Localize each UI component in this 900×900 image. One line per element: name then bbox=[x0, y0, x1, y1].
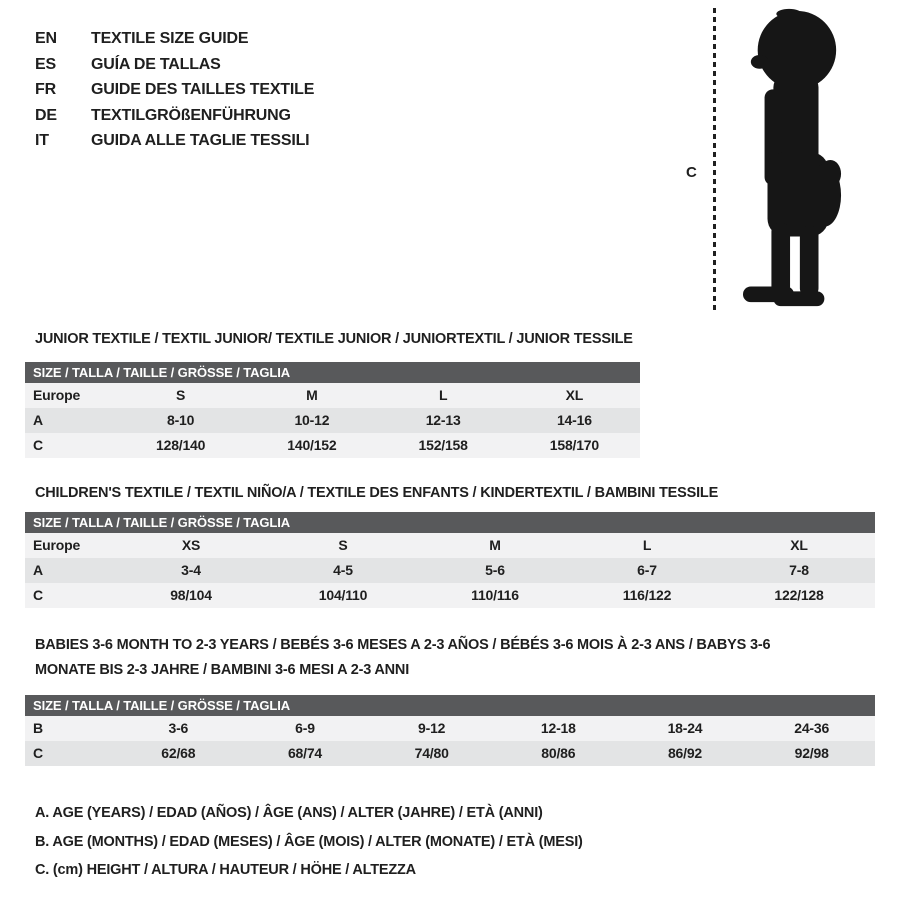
table-cell: 80/86 bbox=[541, 745, 576, 761]
table-cell: 9-12 bbox=[418, 720, 446, 736]
table-cell: 12-18 bbox=[540, 720, 576, 736]
table-cell: 62/68 bbox=[161, 745, 196, 761]
table-cell: 6-7 bbox=[637, 562, 657, 578]
table-row bbox=[25, 433, 640, 458]
babies-size-table bbox=[25, 695, 875, 766]
section-title-junior: JUNIOR TEXTILE / TEXTIL JUNIOR/ TEXTILE JUNIOR / JUNIORTEXTIL / JUNIOR TESSILE bbox=[35, 331, 633, 347]
table-cell: 116/122 bbox=[622, 587, 672, 603]
table-cell: 140/152 bbox=[287, 437, 337, 453]
table-cell: 14-16 bbox=[556, 412, 592, 428]
table-cell: 8-10 bbox=[167, 412, 195, 428]
table-cell: 122/128 bbox=[774, 587, 824, 603]
row-label: A bbox=[33, 562, 43, 578]
language-row bbox=[35, 77, 314, 103]
table-cell: S bbox=[176, 387, 186, 403]
table-cell: 152/158 bbox=[418, 437, 468, 453]
language-row bbox=[35, 103, 314, 129]
junior-size-table bbox=[25, 362, 640, 458]
language-row bbox=[35, 26, 314, 52]
baby-silhouette-icon bbox=[708, 5, 878, 311]
section-title-babies: BABIES 3-6 MONTH TO 2-3 YEARS / BEBÉS 3-6 MESES A 2-3 AÑOS / BÉBÉS 3-6 MOIS À 2-3 ANS / BABYS 3-6 MONATE BIS 2-3 JAHRE / BAMBINI 3-6 MESI A 2-3 ANNI bbox=[35, 637, 771, 678]
table-cell: 5-6 bbox=[485, 562, 505, 578]
legend-line-b: B. AGE (MONTHS) / EDAD (MESES) / ÂGE (MOIS) / ALTER (MONATE) / ETÀ (MESI) bbox=[35, 833, 583, 850]
table-cell: XL bbox=[565, 387, 584, 403]
language-title: GUÍA DE TALLAS bbox=[91, 55, 221, 73]
row-label: C bbox=[33, 587, 43, 603]
language-title: TEXTILGRÖßENFÜHRUNG bbox=[91, 106, 291, 124]
table-header: SIZE / TALLA / TAILLE / GRÖSSE / TAGLIA bbox=[25, 362, 640, 383]
language-title: GUIDE DES TAILLES TEXTILE bbox=[91, 81, 315, 98]
table-cell: 12-13 bbox=[425, 412, 461, 428]
table-cell: 24-36 bbox=[794, 720, 830, 736]
language-title: GUIDA ALLE TAGLIE TESSILI bbox=[91, 132, 310, 149]
language-title-block bbox=[35, 26, 314, 154]
table-cell: 18-24 bbox=[667, 720, 703, 736]
language-code: IT bbox=[35, 132, 49, 149]
table-cell: 158/170 bbox=[549, 437, 599, 453]
table-cell: 92/98 bbox=[794, 745, 829, 761]
table-cell: XL bbox=[790, 537, 808, 553]
section-title-children: CHILDREN'S TEXTILE / TEXTIL NIÑO/A / TEXTILE DES ENFANTS / KINDERTEXTIL / BAMBINI TESSILE bbox=[35, 485, 719, 501]
table-cell: 110/116 bbox=[471, 587, 519, 603]
table-cell: 3-6 bbox=[168, 720, 189, 736]
row-label: C bbox=[33, 745, 43, 761]
children-size-table bbox=[25, 512, 875, 608]
table-row bbox=[25, 558, 875, 583]
table-cell: S bbox=[338, 537, 348, 553]
table-cell: 68/74 bbox=[287, 745, 323, 761]
table-cell: 104/110 bbox=[318, 587, 368, 603]
table-cell: 7-8 bbox=[789, 562, 809, 578]
language-code: EN bbox=[35, 30, 57, 47]
table-cell: M bbox=[489, 537, 501, 553]
table-header: SIZE / TALLA / TAILLE / GRÖSSE / TAGLIA bbox=[25, 695, 875, 716]
table-cell: 74/80 bbox=[414, 745, 449, 761]
language-code: DE bbox=[35, 106, 57, 124]
table-row bbox=[25, 741, 875, 766]
table-cell: 6-9 bbox=[295, 720, 315, 736]
table-cell: L bbox=[642, 537, 652, 553]
table-header: SIZE / TALLA / TAILLE / GRÖSSE / TAGLIA bbox=[25, 512, 875, 533]
table-cell: L bbox=[438, 387, 448, 403]
table-cell: 10-12 bbox=[294, 412, 330, 428]
table-cell: 3-4 bbox=[181, 562, 201, 578]
row-label: C bbox=[33, 437, 43, 453]
legend-line-a: A. AGE (YEARS) / EDAD (AÑOS) / ÂGE (ANS) / ALTER (JAHRE) / ETÀ (ANNI) bbox=[35, 805, 543, 821]
row-label: A bbox=[33, 412, 43, 428]
row-label: Europe bbox=[33, 387, 81, 403]
table-cell: 98/104 bbox=[170, 587, 212, 603]
table-cell: 4-5 bbox=[333, 562, 353, 578]
table-cell: 128/140 bbox=[156, 437, 206, 453]
table-row bbox=[25, 583, 875, 608]
table-cell: XS bbox=[181, 537, 201, 553]
row-label: B bbox=[33, 720, 43, 736]
table-row bbox=[25, 383, 640, 408]
language-code: FR bbox=[35, 81, 56, 98]
table-cell: M bbox=[306, 387, 318, 403]
table-row bbox=[25, 408, 640, 433]
language-title: TEXTILE SIZE GUIDE bbox=[91, 30, 249, 47]
language-row bbox=[35, 128, 314, 154]
table-row bbox=[25, 716, 875, 741]
table-row bbox=[25, 533, 875, 558]
language-row bbox=[35, 52, 314, 78]
language-code: ES bbox=[35, 55, 56, 73]
measurement-legend bbox=[35, 799, 583, 885]
height-label-c: C bbox=[686, 164, 697, 181]
row-label: Europe bbox=[33, 537, 81, 553]
table-cell: 86/92 bbox=[667, 745, 703, 761]
legend-line-c: C. (cm) HEIGHT / ALTURA / HAUTEUR / HÖHE / ALTEZZA bbox=[35, 862, 416, 878]
